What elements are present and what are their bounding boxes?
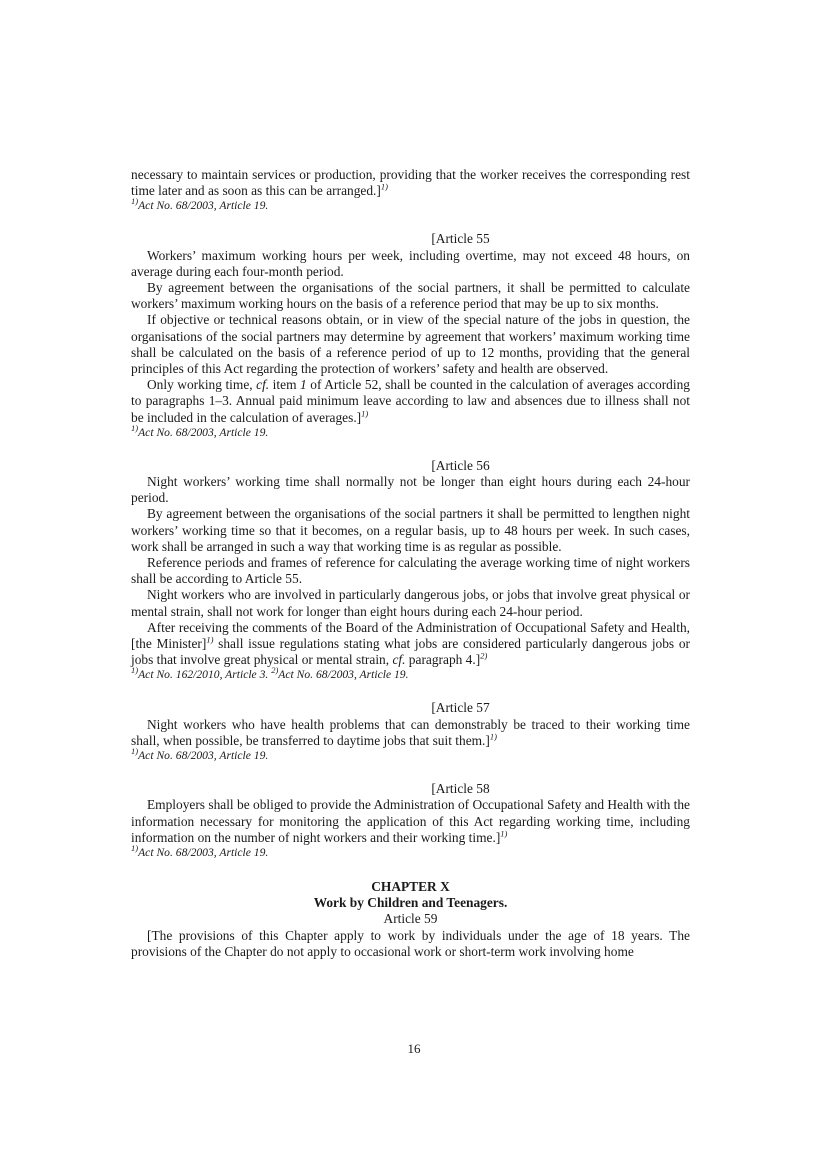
article-56-paragraph-2: By agreement between the organisations of the social partners it shall be permitted to lengthen night workers’ working time so that it becomes, on a regular basis, up to 48 hours per week. In such cases, work shall be arranged in such a way that working time is as regular as possible. [131,506,690,554]
intro-paragraph: necessary to maintain services or production, providing that the worker receives the corresponding rest time later and as soon as this can be arranged.]$^{1)}$ [131,167,690,199]
article-59-heading: Article 59 [383,911,438,927]
article-55-paragraph-3: If objective or technical reasons obtain, or in view of the special nature of the jobs in question, the organisations of the social partners may determine by agreement that workers’ maximum working time shall be calculated on the basis of a reference period of up to 12 months, providing that the general principles of this Act regarding the protection of workers’ safety and health are observed. [131,312,690,377]
chapter-subtitle: Work by Children and Teenagers. [313,895,508,911]
chapter-title: CHAPTER X [371,878,450,894]
article-57-paragraph-1: Night workers who have health problems that can demonstrably be traced to their working time shall, when possible, be transferred to daytime jobs that suit them.]$^{1)}$ [131,716,690,748]
article-58-heading: [Article 58 [431,781,490,797]
article-55-paragraph-2: By agreement between the organisations of the social partners, it shall be permitted to calculate workers’ maximum working hours on the basis of a reference period that may be up to six months. [131,280,690,312]
article-56-paragraph-4: Night workers who are involved in particularly dangerous jobs, or jobs that involve great physical or mental strain, shall not work for longer than eight hours during each 24-hour period. [131,587,690,619]
article-55-paragraph-4: Only working time, cf. item 1 of Article 52, shall be counted in the calculation of averages according to paragraphs 1–3. Annual paid minimum leave according to law and absences due to illness shall not be included in the calculation of averages.]$^{1)}$ [131,377,690,425]
article-55-footnote: $^{1)}$Act No. 68/2003, Article 19. [131,422,269,439]
article-55-heading: [Article 55 [431,231,490,247]
article-58-paragraph-1: Employers shall be obliged to provide the Administration of Occupational Safety and Health with the information necessary for monitoring the application of this Act regarding working time, including information on the number of night workers and their working time.]$^{1)}$ [131,797,690,845]
article-56-paragraph-1: Night workers’ working time shall normally not be longer than eight hours during each 24-hour period. [131,474,690,506]
article-57-footnote: $^{1)}$Act No. 68/2003, Article 19. [131,746,269,763]
intro-footnote: $^{1)}$Act No. 68/2003, Article 19. [131,196,269,213]
article-56-paragraph-5: After receiving the comments of the Board of the Administration of Occupational Safety and Health, [the Minister]$^{1)}$ shall issue regulations stating what jobs are considered particularly dangerous jobs or jobs that involve great physical or mental strain, cf. paragraph 4.]$^{2)}$ [131,619,690,668]
page-number: 16 [407,1041,421,1056]
article-58-footnote: $^{1)}$Act No. 68/2003, Article 19. [131,843,269,859]
article-56-heading: [Article 56 [431,457,490,473]
page-content [131,167,690,960]
article-56-paragraph-3: Reference periods and frames of reference for calculating the average working time of night workers shall be according to Article 55. [131,555,690,587]
article-57-heading: [Article 57 [431,700,490,716]
article-56-footnote: $^{1)}$Act No. 162/2010, Article 3. $^{2)}$Act No. 68/2003, Article 19. [131,665,409,682]
article-55-paragraph-1: Workers’ maximum working hours per week, including overtime, may not exceed 48 hours, on average during each four-month period. [131,247,690,279]
article-59-paragraph-1: [The provisions of this Chapter apply to work by individuals under the age of 18 years. The provisions of the Chapter do not apply to occasional work or short-term work involving home [131,927,690,959]
